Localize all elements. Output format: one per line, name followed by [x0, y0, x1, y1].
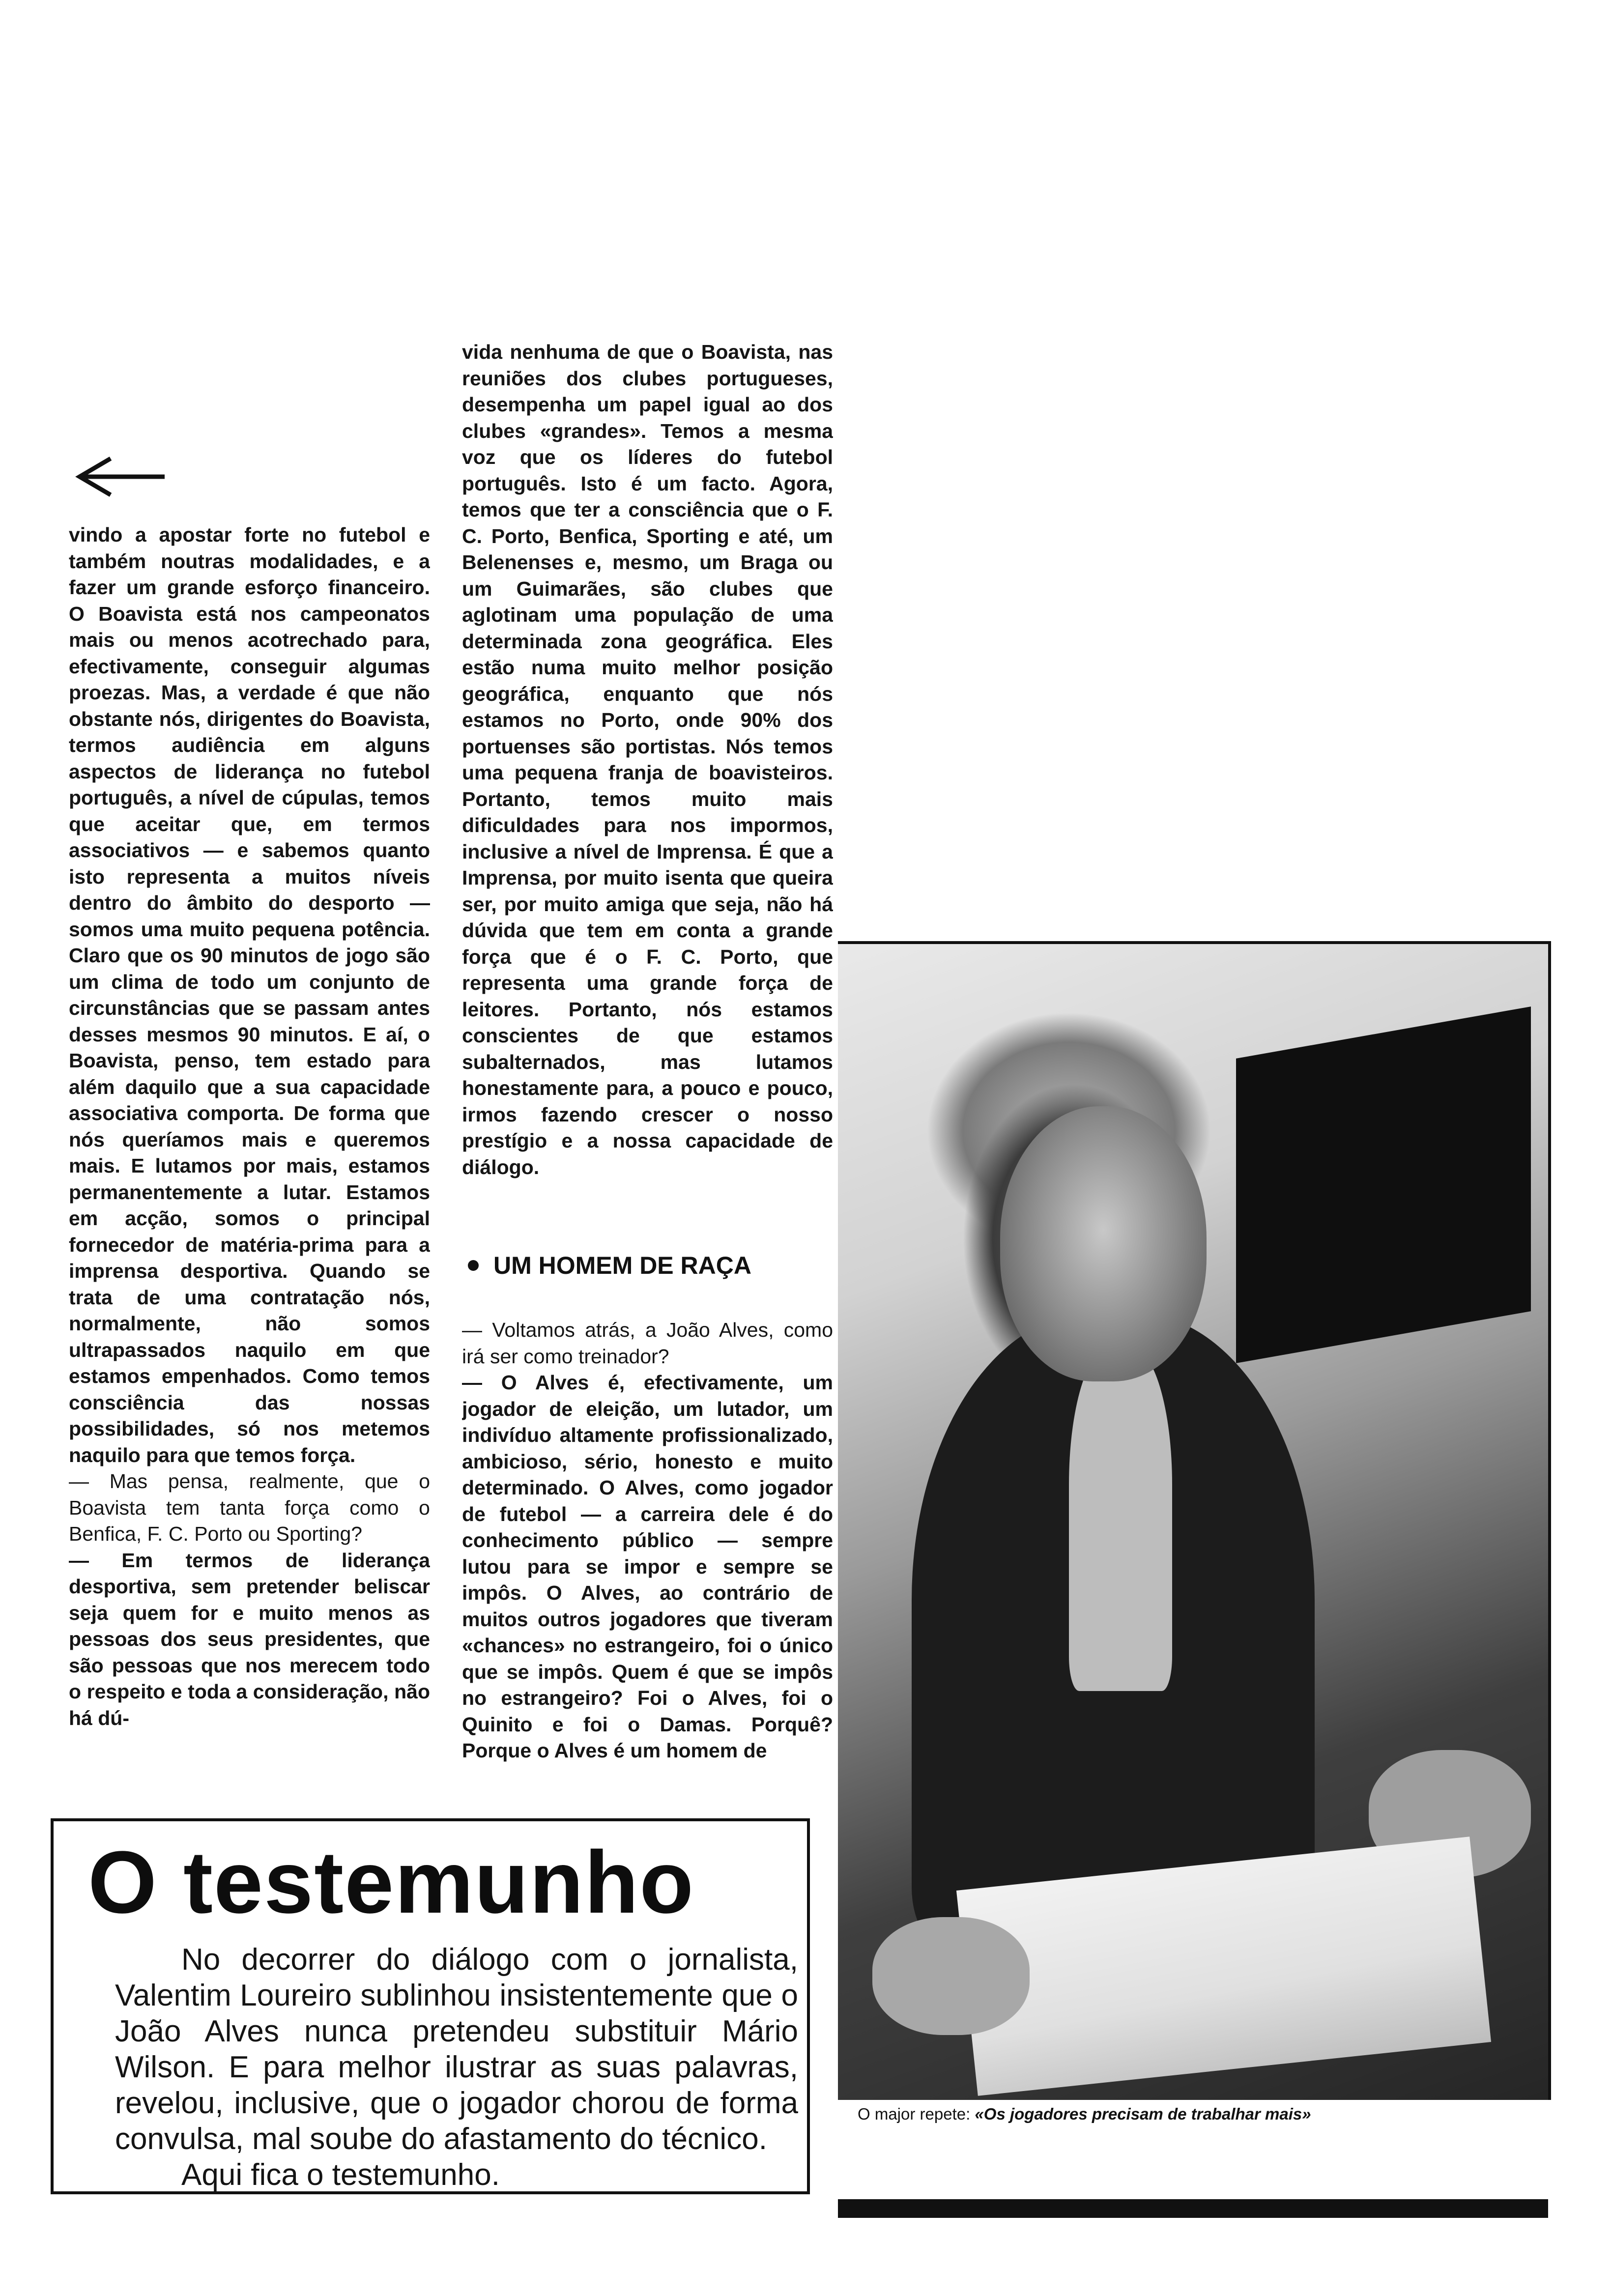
article-column-1 [69, 522, 430, 1819]
article-column-3 [462, 1317, 833, 1821]
portrait-photo [838, 941, 1551, 2100]
box-closing: Aqui fica o testemunho. [181, 2158, 500, 2192]
interview-question: — Voltamos atrás, a João Alves, como irá ser como treinador? [462, 1319, 833, 1368]
caption-prefix: O major repete: [858, 2105, 975, 2123]
interview-question: — Mas pensa, realmente, que o Boavista tem tanta força como o Benfica, F. C. Porto ou Sporting? [69, 1470, 430, 1545]
subheading-text: UM HOMEM DE RAÇA [493, 1252, 751, 1279]
box-title: O testemunho [88, 1833, 695, 1932]
column-1-paragraph: vindo a apostar forte no futebol e também noutras modalidades, e a fazer um grande esforço financeiro. O Boavista está nos campeonatos mais ou menos acotrechado para, efectivamente, conseguir algumas proezas. Mas, a verdade é que não obstante nós, dirigentes do Boavista, termos audiência em alguns aspectos de liderança no futebol português, a nível de cúpulas, temos que aceitar que, em termos associativos — e sabemos quanto isto representa a muitos níveis dentro do âmbito do desporto — somos uma muito pequena potência. Claro que os 90 minutos de jogo são um clima de todo um conjunto de circunstâncias que se passam antes desses mesmos 90 minutos. E aí, o Boavista, penso, tem estado para além daquilo que a sua capacidade associativa comporta. De forma que nós queríamos mais e queremos mais. E lutamos por mais, estamos permanentemente a lutar. Estamos em acção, somos o principal fornecedor de matéria-prima para a imprensa desportiva. Quando se trata de uma contratação nós, normalmente, não somos ultrapassados naquilo em que estamos empenhados. Como temos consciência das nossas possibilidades, só nos metemos naquilo para que temos força. [69, 523, 430, 1466]
bullet-icon [468, 1260, 479, 1271]
article-column-2 [462, 339, 833, 1229]
interview-answer: — O Alves é, efectivamente, um jogador de eleição, um lutador, um indivíduo altamente profissionalizado, ambicioso, sério, honesto e muito determinado. O Alves, como jogador de futebol — a carreira dele é do conhecimento público — sempre lutou para se impor e sempre se impôs. O Alves, ao contrário de muitos outros jogadores que tiveram «chances» no estrangeiro, foi o único que se impôs. Quem é que se impôs no estrangeiro? Foi o Alves, foi o Quinito e foi o Damas. Porquê? Porque o Alves é um homem de [462, 1371, 833, 1762]
box-body [115, 1942, 798, 2193]
photo-background-panel [1236, 1006, 1531, 1363]
photo-hand [872, 1917, 1030, 2035]
bottom-rule [838, 2199, 1548, 2218]
caption-quote: «Os jogadores precisam de trabalhar mais» [975, 2105, 1311, 2123]
photo-face [1000, 1106, 1207, 1381]
testimony-box [51, 1818, 810, 2194]
photo-shirt [1069, 1347, 1172, 1691]
subheading [468, 1251, 832, 1280]
left-arrow-icon [74, 455, 167, 499]
box-paragraph: No decorrer do diálogo com o jornalista, Valentim Loureiro sublinhou insistentemente que o João Alves nunca pretendeu substituir Mário Wilson. E para melhor ilustrar as suas palavras, revelou, inclusive, que o jogador chorou de forma convulsa, mal soube do afastamento do técnico. [115, 1943, 798, 2156]
column-2-paragraph: vida nenhuma de que o Boavista, nas reuniões dos clubes portugueses, desempenha um papel igual ao dos clubes «grandes». Temos a mesma voz que os líderes do futebol português. Isto é um facto. Agora, temos que ter a consciência que o F. C. Porto, Benfica, Sporting e até, um Belenenses e, mesmo, um Braga ou um Guimarães, são clubes que aglotinam uma população de uma determinada zona geográfica. Eles estão numa muito melhor posição geográfica, enquanto que nós estamos no Porto, onde 90% dos portuenses são portistas. Nós temos uma pequena franja de boavisteiros. Portanto, temos muito mais dificuldades para nos impormos, inclusive a nível de Imprensa. É que a Imprensa, por muito isenta que queira ser, por muito amiga que seja, não há dúvida que tem em conta a grande força que é o F. C. Porto, que representa uma grande força de leitores. Portanto, nós estamos conscientes de que estamos subalternados, mas lutamos honestamente para, a pouco e pouco, irmos fazendo crescer o nosso prestígio e a nossa capacidade de diálogo. [462, 341, 833, 1178]
photo-caption [858, 2104, 1546, 2124]
interview-answer: — Em termos de liderança desportiva, sem pretender beliscar seja quem for e muito menos as pessoas dos seus presidentes, que são pessoas que nos merecem todo o respeito e toda a consideração, não há dú- [69, 1549, 430, 1729]
